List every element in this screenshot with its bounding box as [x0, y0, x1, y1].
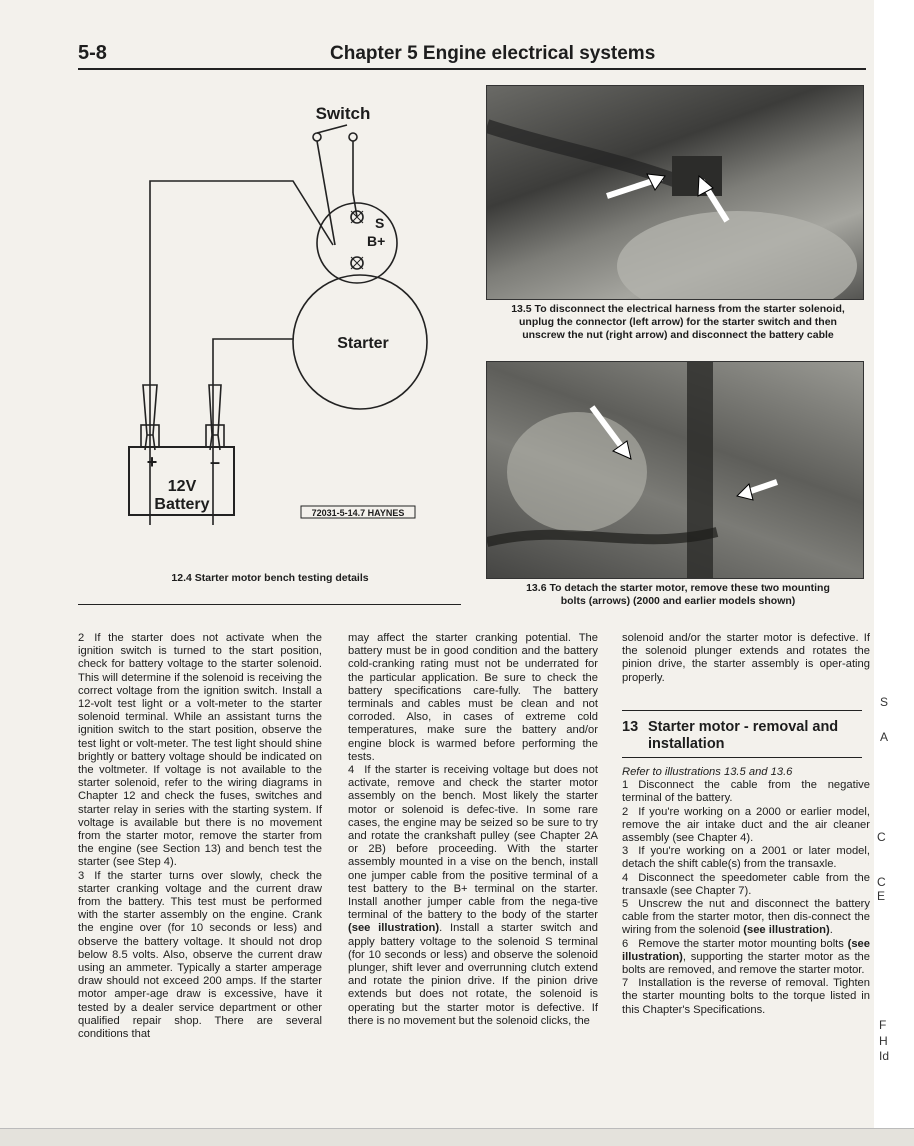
- terminal-s-label: S: [375, 215, 385, 231]
- step-text: Disconnect the cable from the negative terminal of the battery.: [622, 779, 870, 805]
- margin-letter: C: [877, 830, 886, 844]
- battery-minus-label: –: [209, 452, 221, 472]
- switch-label: Switch: [315, 104, 371, 123]
- refer-line: Refer to illustrations 13.5 and 13.6: [622, 766, 793, 778]
- section-title: Starter motor - removal and: [648, 719, 839, 735]
- section-13-steps: [622, 766, 870, 1017]
- margin-letter: S: [880, 695, 889, 709]
- paragraph: If the starter does not activate when the ignition switch is turned to the start position, check for battery voltage to the starter solenoid. This will determine if the solenoid is receiving the correct voltage from the ignition switch. Install a 12-volt test light or a volt-meter to the starter solenoid terminal. While an assistant turns the ignition switch to the start position, observe the test light or volt-meter. The test light should shine brightly or battery voltage should be indicated on the voltmeter. If voltage is not available to the starter solenoid, refer to the wiring diagrams in Chapter 12 and check the fuses, switches and starter relay in series with the starting system. If voltage is available but there is no movement from the starter motor, remove the starter from the engine (see Section 13) and bench test the starter (see Step 4).: [78, 632, 322, 869]
- paragraph: solenoid and/or the starter motor is defective. If the solenoid plunger extends and rotates the pinion drive, the starter assembly is oper-ating properly.: [622, 632, 870, 684]
- photo2-caption: [478, 582, 878, 608]
- switch-contact-left: [313, 133, 321, 141]
- illustration-ref: (see illustration): [348, 922, 440, 935]
- illustration-ref: (see illustration): [622, 937, 870, 963]
- section-rule-bottom: [622, 757, 862, 758]
- photo1-caption-line: unplug the connector (left arrow) for the starter switch and then: [519, 316, 837, 328]
- step-text: , supporting the starter motor as the bolts are removed, and remove the starter motor.: [622, 950, 870, 977]
- photo1-caption: [478, 303, 878, 342]
- step-text: Installation is the reverse of removal. Tighten the starter mounting bolts to the torque listed in this Chapter's Specifications.: [622, 977, 870, 1016]
- step-number: 4: [622, 871, 629, 884]
- section-heading: [622, 719, 870, 753]
- margin-letter: A: [880, 730, 889, 744]
- battery-voltage-label: 12V: [167, 478, 197, 495]
- scan-bottom-edge: [0, 1128, 914, 1146]
- photo-starter-solenoid-harness: [486, 85, 864, 300]
- step-number: 2: [78, 632, 85, 644]
- adjacent-page-edge: [874, 0, 914, 1145]
- terminal-b-label: B+: [367, 233, 386, 249]
- text-column-3: [622, 632, 870, 685]
- step-text: .: [829, 924, 833, 937]
- margin-letter: C: [877, 875, 886, 889]
- margin-letter: F: [879, 1018, 887, 1032]
- photo-starter-mounting-bolts: [486, 361, 864, 579]
- chapter-title: Chapter 5 Engine electrical systems: [330, 43, 656, 64]
- section-title: installation: [648, 736, 725, 752]
- step-number: 3: [78, 869, 85, 882]
- margin-letter: E: [877, 889, 886, 903]
- section-number: 13: [622, 719, 639, 735]
- header-rule: [78, 68, 866, 70]
- paragraph: may affect the starter cranking potential. The battery must be in good condition and the battery cold-cranking rating must not be underrated for the particular application. Be sure to check the battery specifications care-fully. The battery terminals and cables must be clean and not corroded. Also, in cases of extreme cold temperatures, make sure the battery and/or engine block is warmed before performing the tests.: [348, 632, 598, 763]
- paragraph: If the starter is receiving voltage but does not activate, remove and check the starter motor assembly on the bench. Most likely the starter motor or solenoid is defec-tive. In some rare cases, the engine may be seized so be sure to try and rotate the crankshaft pulley (see Chapter 2A or 2B) before proceeding. With the starter assembly mounted in a vise on the bench, install one jumper cable from the positive terminal of a test battery to the B+ terminal on the starter. Install another jumper cable from the nega-tive terminal of the battery to the body of the starter: [348, 764, 598, 922]
- photo1-caption-line: 13.5 To disconnect the electrical harness from the starter solenoid,: [511, 303, 845, 315]
- step-text: Unscrew the nut and disconnect the battery cable from the starter motor, then dis-connect the wiring from the solenoid: [622, 898, 870, 937]
- starter-label: Starter: [337, 335, 389, 352]
- paragraph: If the starter turns over slowly, check the starter cranking voltage and the current draw from the battery. This test must be performed with the starter assembly on the engine. Crank the engine over (for 10 seconds or less) and observe the battery voltage. It should not drop below 8.5 volts. Also, observe the current draw using an ammeter. Typically a starter amperage draw should not exceed 200 amps. If the starter motor amper-age draw is excessive, have it tested by a dealer service department or other qualified repair shop. There are several conditions that: [78, 869, 322, 1041]
- page-number: 5-8: [78, 42, 107, 64]
- clamp-negative: [209, 385, 221, 450]
- starter-bench-test-diagram: [95, 95, 475, 585]
- illustration-ref: (see illustration): [743, 924, 830, 937]
- step-number: 1: [622, 779, 629, 792]
- step-number: 2: [622, 805, 629, 818]
- step-text: If you're working on a 2001 or later model, detach the shift cable(s) from the transaxle.: [622, 845, 870, 871]
- photo1-caption-line: unscrew the nut (right arrow) and disconnect the battery cable: [522, 329, 834, 341]
- caption-rule: [78, 604, 461, 605]
- switch-contact-right: [349, 133, 357, 141]
- wire-positive: [150, 181, 333, 525]
- battery-label: Battery: [154, 496, 210, 513]
- margin-letter: Id: [879, 1049, 890, 1063]
- step-text: Disconnect the speedometer cable from the transaxle (see Chapter 7).: [622, 871, 870, 897]
- switch-lever: [317, 125, 347, 133]
- section-rule-top: [622, 710, 862, 711]
- margin-letter: H: [879, 1034, 888, 1048]
- text-column-2: [348, 632, 598, 1028]
- diagram-caption: 12.4 Starter motor bench testing details: [171, 572, 369, 584]
- step-text: Remove the starter motor mounting bolts: [638, 937, 848, 950]
- reference-code: 72031-5-14.7 HAYNES: [311, 508, 405, 518]
- step-number: 5: [622, 898, 629, 911]
- photo2-caption-line: bolts (arrows) (2000 and earlier models shown): [560, 595, 796, 607]
- step-number: 3: [622, 845, 629, 858]
- wire-negative: [213, 339, 293, 525]
- step-number: 6: [622, 937, 629, 950]
- step-number: 7: [622, 977, 629, 990]
- step-number: 4: [348, 764, 355, 777]
- text-column-1: [78, 632, 322, 1041]
- step-text: If you're working on a 2000 or earlier model, remove the air intake duct and the air cleaner assembly (see Chapter 4).: [622, 805, 870, 845]
- photo2-caption-line: 13.6 To detach the starter motor, remove these two mounting: [526, 582, 830, 594]
- paragraph: . Install a starter switch and apply battery voltage to the solenoid S terminal (for 10 seconds or less) and observe the solenoid plunger, shift lever and overrunning clutch extend and rotate the pinion drive. If the pinion drive extends but does not rotate, the solenoid is operating but the starter motor is defective. If there is no movement but the solenoid clicks, the: [348, 922, 598, 1027]
- battery-plus-label: +: [146, 452, 158, 472]
